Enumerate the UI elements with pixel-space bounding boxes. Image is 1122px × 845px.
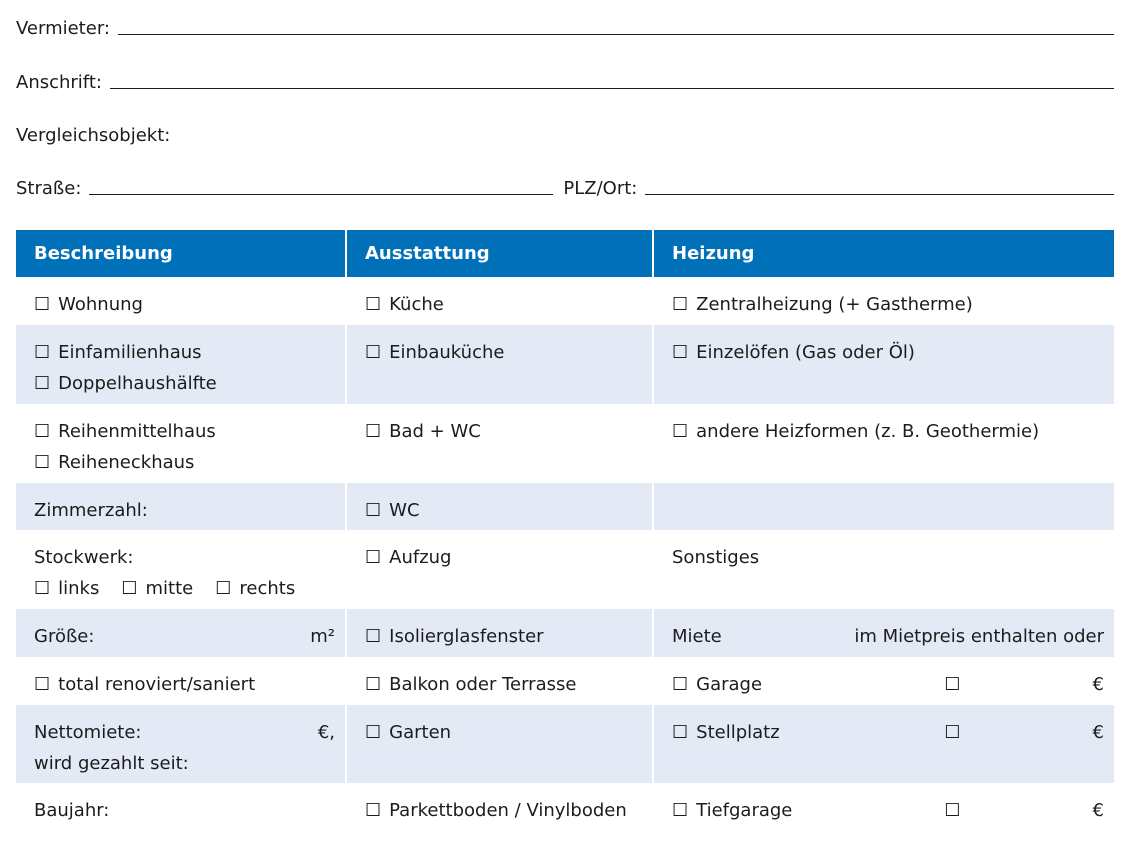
checkbox-icon[interactable]: ☐ [365,626,382,647]
checkbox-icon[interactable]: ☐ [365,800,382,821]
table-row [16,325,1114,404]
stockwerk-label: Stockwerk: [34,547,134,568]
vermieter-line[interactable] [118,34,1114,35]
vermieter-label: Vermieter: [16,18,110,39]
anschrift-row [16,72,1114,93]
checkbox-icon[interactable]: ☐ [365,547,382,568]
checkbox-icon[interactable]: ☐ [365,722,382,743]
checkbox-icon[interactable]: ☐ [34,373,51,394]
checkbox-icon[interactable]: ☐ [34,578,51,599]
euro-symbol: € [1092,674,1104,695]
groesse-label: Größe: [34,626,95,647]
option-einfamilienhaus: Einfamilienhaus [58,342,202,363]
plz-ort-line[interactable] [645,194,1114,195]
option-reihenmittelhaus: Reihenmittelhaus [58,421,216,442]
option-balkon: Balkon oder Terrasse [389,674,577,695]
checkbox-icon[interactable]: ☐ [944,674,961,695]
header-beschreibung: Beschreibung [16,230,347,277]
euro-symbol: € [1092,722,1104,743]
option-tiefgarage: Tiefgarage [696,800,793,821]
anschrift-label: Anschrift: [16,72,102,93]
euro-symbol: € [1092,800,1104,821]
option-mitte: mitte [145,578,194,599]
table-header [16,230,1114,277]
checkbox-icon[interactable]: ☐ [365,294,382,315]
strasse-label: Straße: [16,178,82,199]
option-bad-wc: Bad + WC [389,421,481,442]
nettomiete-unit: €, [317,722,335,743]
option-andere-heizformen: andere Heizformen (z. B. Geothermie) [696,421,1040,442]
table-row [16,705,1114,783]
checkbox-icon[interactable]: ☐ [215,578,232,599]
groesse-unit: m² [310,626,335,647]
checkbox-icon[interactable]: ☐ [34,342,51,363]
strasse-row [16,178,1114,199]
miete-label: Miete [672,626,722,647]
table-row [16,530,1114,609]
checkbox-icon[interactable]: ☐ [944,722,961,743]
option-wohnung: Wohnung [58,294,143,315]
table-row [16,277,1114,325]
header-heizung: Heizung [672,243,755,264]
option-aufzug: Aufzug [389,547,452,568]
option-links: links [58,578,100,599]
plz-ort-label: PLZ/Ort: [563,178,638,199]
checkbox-icon[interactable]: ☐ [34,294,51,315]
checkbox-icon[interactable]: ☐ [365,674,382,695]
baujahr-label: Baujahr: [34,800,110,821]
option-reiheneckhaus: Reiheneckhaus [58,452,195,473]
option-isolierglasfenster: Isolierglasfenster [389,626,544,647]
checkbox-icon[interactable]: ☐ [944,800,961,821]
checkbox-icon[interactable]: ☐ [34,452,51,473]
option-doppelhaushaelfte: Doppelhaushälfte [58,373,217,394]
gezahlt-seit-label: wird gezahlt seit: [34,753,189,774]
vergleichsobjekt-row [16,125,170,146]
option-garage: Garage [696,674,763,695]
option-zentralheizung: Zentralheizung (+ Gastherme) [696,294,973,315]
vergleichsobjekt-label: Vergleichsobjekt: [16,125,171,146]
checkbox-icon[interactable]: ☐ [34,674,51,695]
option-total-renoviert: total renoviert/saniert [58,674,256,695]
sonstiges-label: Sonstiges [672,547,760,568]
im-mietpreis-label: im Mietpreis enthalten oder [854,626,1104,647]
checkbox-icon[interactable]: ☐ [365,342,382,363]
checkbox-icon[interactable]: ☐ [121,578,138,599]
nettomiete-label: Nettomiete: [34,722,142,743]
strasse-line[interactable] [89,194,553,195]
checkbox-icon[interactable]: ☐ [365,500,382,521]
header-ausstattung: Ausstattung [347,230,654,277]
option-einzeloefen: Einzelöfen (Gas oder Öl) [696,342,915,363]
option-stellplatz: Stellplatz [696,722,780,743]
option-garten: Garten [389,722,452,743]
option-parkettboden: Parkettboden / Vinylboden [389,800,627,821]
zimmerzahl-label: Zimmerzahl: [34,500,148,521]
option-rechts: rechts [239,578,296,599]
vermieter-row [16,18,1114,39]
option-kueche: Küche [389,294,444,315]
table-row [16,404,1114,483]
checkbox-icon[interactable]: ☐ [672,342,689,363]
table-row [16,657,1114,705]
table-row [16,609,1114,657]
checkbox-icon[interactable]: ☐ [672,722,689,743]
checkbox-icon[interactable]: ☐ [365,421,382,442]
option-wc: WC [389,500,420,521]
option-einbaukueche: Einbauküche [389,342,505,363]
comparison-table [16,230,1114,833]
checkbox-icon[interactable]: ☐ [34,421,51,442]
table-row [16,483,1114,530]
table-row [16,783,1114,833]
checkbox-icon[interactable]: ☐ [672,674,689,695]
checkbox-icon[interactable]: ☐ [672,800,689,821]
anschrift-line[interactable] [110,88,1114,89]
checkbox-icon[interactable]: ☐ [672,294,689,315]
checkbox-icon[interactable]: ☐ [672,421,689,442]
